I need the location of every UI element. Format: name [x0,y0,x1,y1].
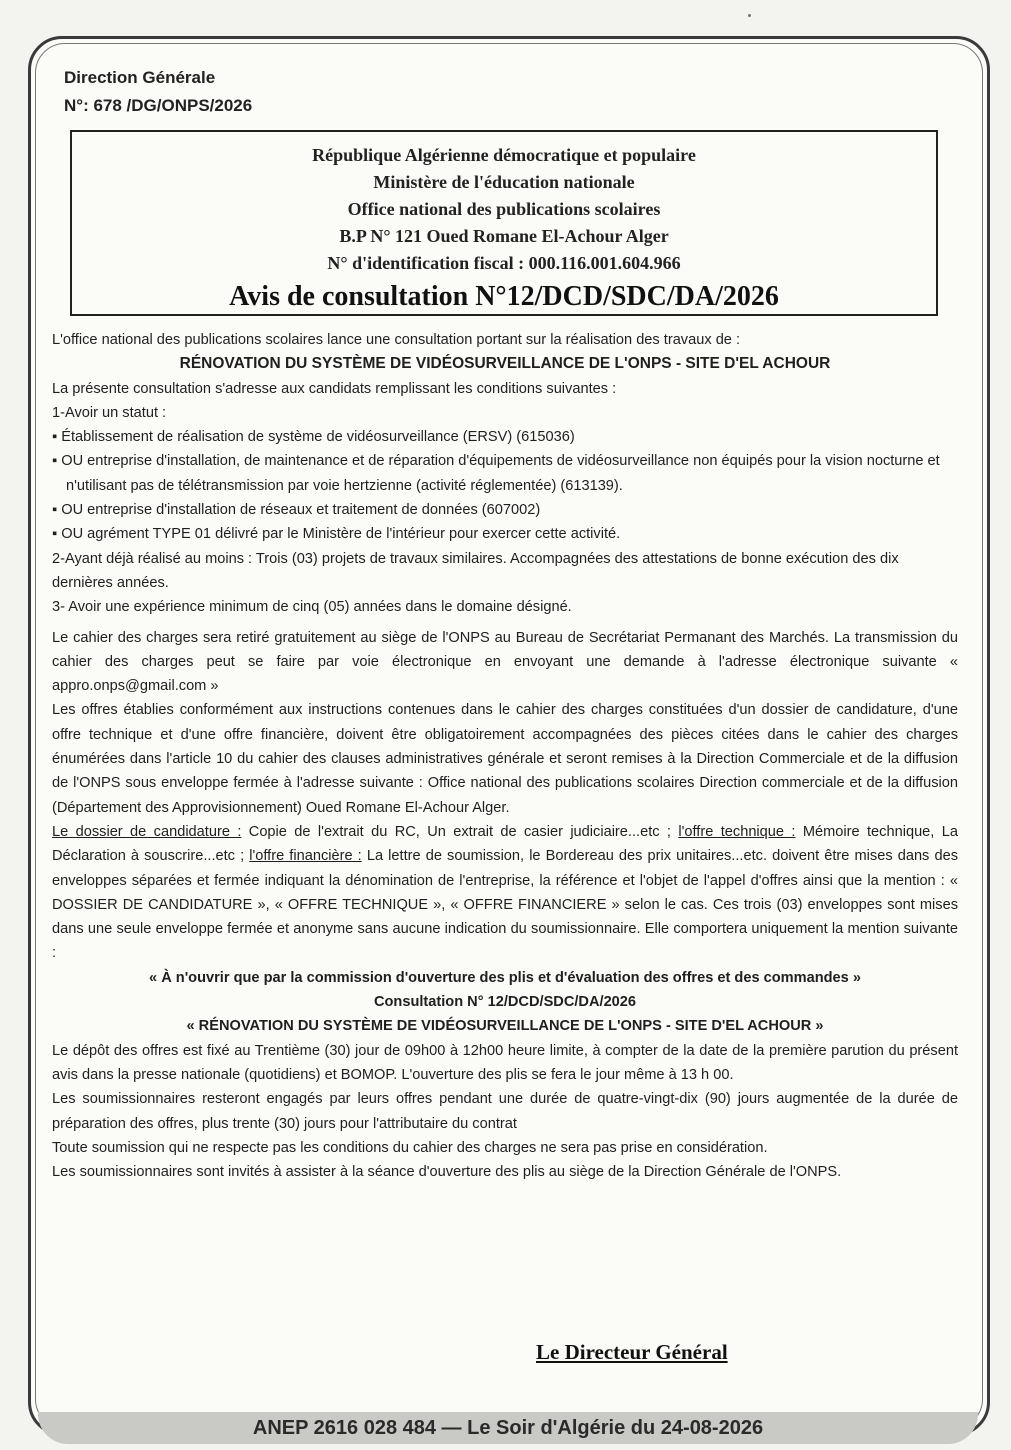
depot-paragraph: Le dépôt des offres est fixé au Trentième (30) jour de 09h00 à 12h00 heure limite, à compter de la date de la première parution du présent avis dans la presse nationale (quotidiens) et BOMOP. L'ouverture des plis se fera le jour même à 13 h 00. [52,1042,958,1083]
condition-2: 2-Ayant déjà réalisé au moins : Trois (03) projets de travaux similaires. Accompagnées des attestations de bonne exécution des dix dernières années. [52,550,899,591]
condition-3: 3- Avoir une expérience minimum de cinq (05) années dans le domaine désigné. [52,599,572,616]
dossier-paragraph [52,820,958,966]
technique-label: l'offre technique : [678,823,796,840]
toute-paragraph: Toute soumission qui ne respecte pas les conditions du cahier des charges ne sera pas prise en considération. [52,1139,768,1156]
office-line: Office national des publications scolaires [347,199,661,219]
bullet-installation: ▪ OU entreprise d'installation, de maintenance et de réparation d'équipements de vidéosurveillance non équipés pour la vision nocturne et n'utilisant pas de télétransmission par voie hertzienne (activité réglementée) (613139). [52,453,940,494]
conditions-intro: La présente consultation s'adresse aux candidats remplissant les conditions suivantes : [52,380,617,397]
scan-speck [748,14,751,17]
reference-number: N°: 678 /DG/ONPS/2026 [64,96,253,115]
republic-line: République Algérienne démocratique et populaire [312,145,696,165]
bullet-agrement: ▪ OU agrément TYPE 01 délivré par le Ministère de l'intérieur pour exercer cette activité. [52,526,621,543]
financiere-label: l'offre financière : [249,848,362,865]
invites-paragraph: Les soumissionnaires sont invités à assister à la séance d'ouverture des plis au siège de la Direction Générale de l'ONPS. [52,1164,842,1181]
bullet-reseaux: ▪ OU entreprise d'installation de réseaux et traitement de données (607002) [52,502,541,519]
dossier-text: Copie de l'extrait du RC, Un extrait de casier judiciaire...etc ; [241,823,679,840]
condition-1-title: 1-Avoir un statut : [52,404,167,421]
mention-line-2: Consultation N° 12/DCD/SDC/DA/2026 [373,994,637,1011]
engages-paragraph: Les soumissionnaires resteront engagés par leurs offres pendant une durée de quatre-vingt-dix (90) jours augmentée de la durée de préparation des offres, plus trente (30) jours pour l'attributaire du contrat [52,1091,958,1132]
cahier-paragraph: Le cahier des charges sera retiré gratuitement au siège de l'ONPS au Bureau de Secrétariat Permanant des Marchés. La transmission du cahier des charges peut se faire par voie électronique en envoyant une demande à l'adresse électronique suivante « appro.onps@gmail.com » [52,629,958,695]
address-line: B.P N° 121 Oued Romane El-Achour Alger [339,226,669,246]
fiscal-id-line: N° d'identification fiscal : 000.116.001.604.966 [327,253,681,273]
intro-paragraph: L'office national des publications scolaires lance une consultation portant sur la réalisation des travaux de : [52,332,741,348]
header-reference [64,64,252,120]
ministry-line: Ministère de l'éducation nationale [373,172,635,192]
bullet-ersv: ▪ Établissement de réalisation de système de vidéosurveillance (ERSV) (615036) [52,429,575,446]
mention-line-1: « À n'ouvrir que par la commission d'ouverture des plis et d'évaluation des offres et des commandes » [149,969,861,986]
financiere-text: La lettre de soumission, le Bordereau des prix unitaires...etc. doivent être mises dans des enveloppes séparées et fermée indiquant la dénomination de l'entreprise, la référence et l'objet de l'appel d'offres ainsi que la mention : « DOSSIER DE CANDIDATURE », « OFFRE TECHNIQUE », « OFFRE FINANCIERE » selon le cas. Ces trois (03) enveloppes sont mises dans une seule enveloppe fermée et anonyme sans aucune indication du soumissionnaire. Elle comportera uniquement la mention suivante : [52,848,958,962]
offres-paragraph: Les offres établies conformément aux instructions contenues dans le cahier des charges constituées d'un dossier de candidature, d'une offre technique et d'une offre financière, doivent être obligatoirement accompagnées des pièces citées dans le cahier des charges énumérées dans l'article 10 du cahier des clauses administratives générale et seront remises à la Direction Commerciale et de la diffusion de l'ONPS sous enveloppe fermée à l'adresse suivante : Office national des publications scolaires Direction commerciale et de la diffusion (Département des Approvisionnement) Oued Romane El-Achour Alger. [52,702,958,816]
mention-line-3: « RÉNOVATION DU SYSTÈME DE VIDÉOSURVEILLANCE DE L'ONPS - SITE D'EL ACHOUR » [186,1018,824,1035]
title-box [70,130,938,316]
notice-body [52,328,958,1184]
publication-footer: ANEP 2616 028 484 — Le Soir d'Algérie du 24-08-2026 [38,1412,978,1444]
direction-label: Direction Générale [64,68,216,87]
technique-text: Mémoire technique, La Déclaration à souscrire...etc ; [52,823,958,865]
subject-line: RÉNOVATION DU SYSTÈME DE VIDÉOSURVEILLANCE DE L'ONPS - SITE D'EL ACHOUR [179,355,831,373]
dossier-label: Le dossier de candidature : [52,823,242,840]
avis-title: Avis de consultation N°12/DCD/SDC/DA/2026 [229,281,779,312]
signature: Le Directeur Général [536,1340,728,1364]
